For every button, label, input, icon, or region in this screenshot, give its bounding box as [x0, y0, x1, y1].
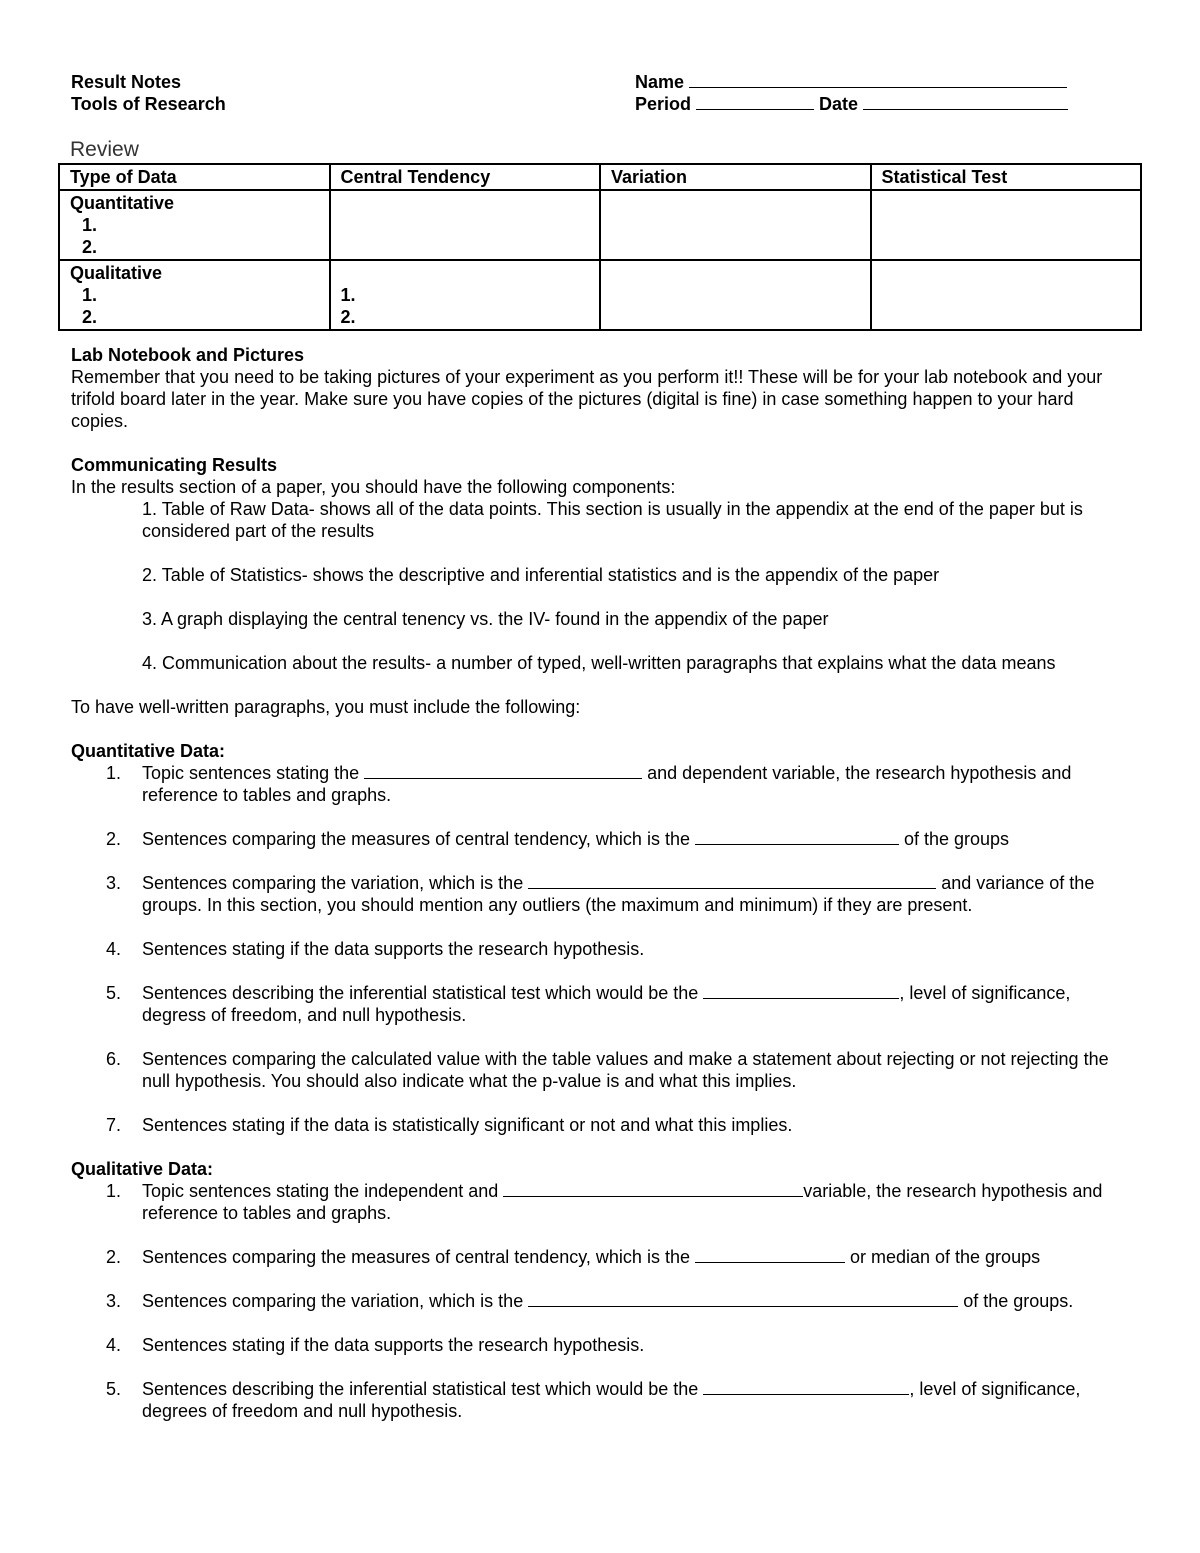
review-table — [58, 163, 1142, 331]
name-field[interactable] — [689, 72, 1067, 88]
quantitative-list — [71, 762, 1131, 1136]
quantitative-cell — [59, 190, 330, 260]
quantitative-variation-cell[interactable] — [600, 190, 871, 260]
list-item — [71, 1290, 1131, 1312]
fill-in-blank[interactable] — [703, 1379, 909, 1395]
fill-in-blank[interactable] — [364, 763, 642, 779]
qualitative-cell — [59, 260, 330, 330]
col-statistical-test: Statistical Test — [871, 164, 1142, 190]
list-text: Sentences stating if the data supports the research hypothesis. — [142, 1335, 645, 1355]
list-text-continued: of the groups — [898, 829, 1010, 849]
row-item: 1. — [82, 285, 98, 305]
document-body — [71, 344, 1131, 1444]
list-number: 1. — [106, 1181, 122, 1201]
list-number: 3. — [106, 873, 122, 893]
list-text-continued: of the groups. — [958, 1291, 1074, 1311]
quantitative-heading: Quantitative Data: — [71, 741, 226, 761]
list-number: 4. — [106, 1335, 122, 1355]
list-text: Sentences comparing the measures of central tendency, which is the — [142, 829, 695, 849]
lab-notebook-heading: Lab Notebook and Pictures — [71, 345, 305, 365]
col-central-tendency: Central Tendency — [330, 164, 601, 190]
list-text: Sentences comparing the variation, which is the — [142, 873, 529, 893]
document-title: Result Notes — [71, 72, 182, 92]
list-item — [71, 1334, 1131, 1356]
list-text-continued: , level of significance, degrees of freedom and null hypothesis. — [142, 1379, 1081, 1421]
list-item — [71, 1048, 1131, 1092]
list-text: Sentences comparing the measures of central tendency, which is the — [142, 1247, 695, 1267]
list-item — [71, 1114, 1131, 1136]
list-number: 7. — [106, 1115, 122, 1135]
fill-in-blank[interactable] — [528, 1291, 958, 1307]
communicating-results-heading: Communicating Results — [71, 455, 278, 475]
period-label: Period — [635, 94, 692, 114]
list-text: Sentences stating if the data supports the research hypothesis. — [142, 939, 645, 959]
fill-in-blank[interactable] — [528, 873, 936, 889]
list-item — [71, 982, 1131, 1026]
list-number: 4. — [106, 939, 122, 959]
list-number: 5. — [106, 983, 122, 1003]
row-item: 1. — [340, 285, 356, 305]
lab-notebook-text: Remember that you need to be taking pictures of your experiment as you perform it!! These will be for your lab notebook and your trifold board later in the year. Make sure you have copies of the pictures (digital is fine) in case something happen to your hard copies. — [71, 367, 1103, 431]
document-subtitle: Tools of Research — [71, 94, 226, 114]
component-item: 4. Communication about the results- a number of typed, well-written paragraphs that explains what the data means — [142, 653, 1056, 673]
date-field[interactable] — [863, 94, 1068, 110]
list-text-continued: , level of significance, degress of freedom, and null hypothesis. — [142, 983, 1071, 1025]
qualitative-test-cell[interactable] — [871, 260, 1142, 330]
list-item — [71, 1180, 1131, 1224]
list-number: 5. — [106, 1379, 122, 1399]
qualitative-variation-cell[interactable] — [600, 260, 871, 330]
list-number: 3. — [106, 1291, 122, 1311]
communicating-intro: In the results section of a paper, you should have the following components: — [71, 477, 676, 497]
list-text-continued: and dependent variable, the research hypothesis and reference to tables and graphs. — [142, 763, 1072, 805]
document-header — [71, 71, 226, 115]
row-item: 2. — [340, 307, 356, 327]
list-text: Sentences stating if the data is statistically significant or not and what this implies. — [142, 1115, 793, 1135]
quantitative-central-cell[interactable] — [330, 190, 601, 260]
list-text-continued: and variance of the groups. In this section, you should mention any outliers (the maximum and minimum) if they are present. — [142, 873, 1095, 915]
list-number: 6. — [106, 1049, 122, 1069]
review-header-row — [59, 164, 1141, 190]
list-item — [71, 828, 1131, 850]
fill-in-blank[interactable] — [703, 983, 899, 999]
date-label: Date — [819, 94, 859, 114]
list-text: Sentences comparing the calculated value with the table values and make a statement about rejecting or not rejecting the null hypothesis. You should also indicate what the p-value is and what this implies. — [142, 1049, 1109, 1091]
list-text-continued: variable, the research hypothesis and reference to tables and graphs. — [142, 1181, 1103, 1223]
list-item — [71, 872, 1131, 916]
row-label: Quantitative — [70, 193, 175, 213]
name-label: Name — [635, 72, 685, 92]
list-text: Topic sentences stating the independent and — [142, 1181, 504, 1201]
row-item: 1. — [82, 215, 98, 235]
period-field[interactable] — [696, 94, 814, 110]
student-info — [635, 71, 1068, 115]
list-item — [71, 938, 1131, 960]
list-text: Sentences describing the inferential statistical test which would be the — [142, 983, 704, 1003]
col-type-of-data: Type of Data — [59, 164, 330, 190]
list-item — [71, 1246, 1131, 1268]
paragraphs-intro: To have well-written paragraphs, you must include the following: — [71, 697, 581, 717]
qualitative-list — [71, 1180, 1131, 1422]
fill-in-blank[interactable] — [695, 1247, 845, 1263]
row-label: Qualitative — [70, 263, 163, 283]
list-item — [71, 1378, 1131, 1422]
fill-in-blank[interactable] — [503, 1181, 803, 1197]
qualitative-heading: Qualitative Data: — [71, 1159, 214, 1179]
list-number: 1. — [106, 763, 122, 783]
list-text-continued: or median of the groups — [844, 1247, 1041, 1267]
row-item: 2. — [82, 237, 98, 257]
list-text: Sentences describing the inferential statistical test which would be the — [142, 1379, 704, 1399]
component-item: 2. Table of Statistics- shows the descriptive and inferential statistics and is the appendix of the paper — [142, 565, 940, 585]
list-number: 2. — [106, 1247, 122, 1267]
col-variation: Variation — [600, 164, 871, 190]
component-item: 3. A graph displaying the central tenency vs. the IV- found in the appendix of the paper — [142, 609, 829, 629]
row-item: 2. — [82, 307, 98, 327]
quantitative-test-cell[interactable] — [871, 190, 1142, 260]
list-number: 2. — [106, 829, 122, 849]
qualitative-central-cell[interactable] — [330, 260, 601, 330]
table-row — [59, 190, 1141, 260]
fill-in-blank[interactable] — [695, 829, 899, 845]
list-item — [71, 762, 1131, 806]
list-text: Topic sentences stating the — [142, 763, 365, 783]
table-row — [59, 260, 1141, 330]
list-text: Sentences comparing the variation, which is the — [142, 1291, 529, 1311]
component-item: 1. Table of Raw Data- shows all of the data points. This section is usually in the appendix at the end of the paper but is considered part of the results — [142, 499, 1083, 541]
review-heading: Review — [70, 138, 139, 161]
